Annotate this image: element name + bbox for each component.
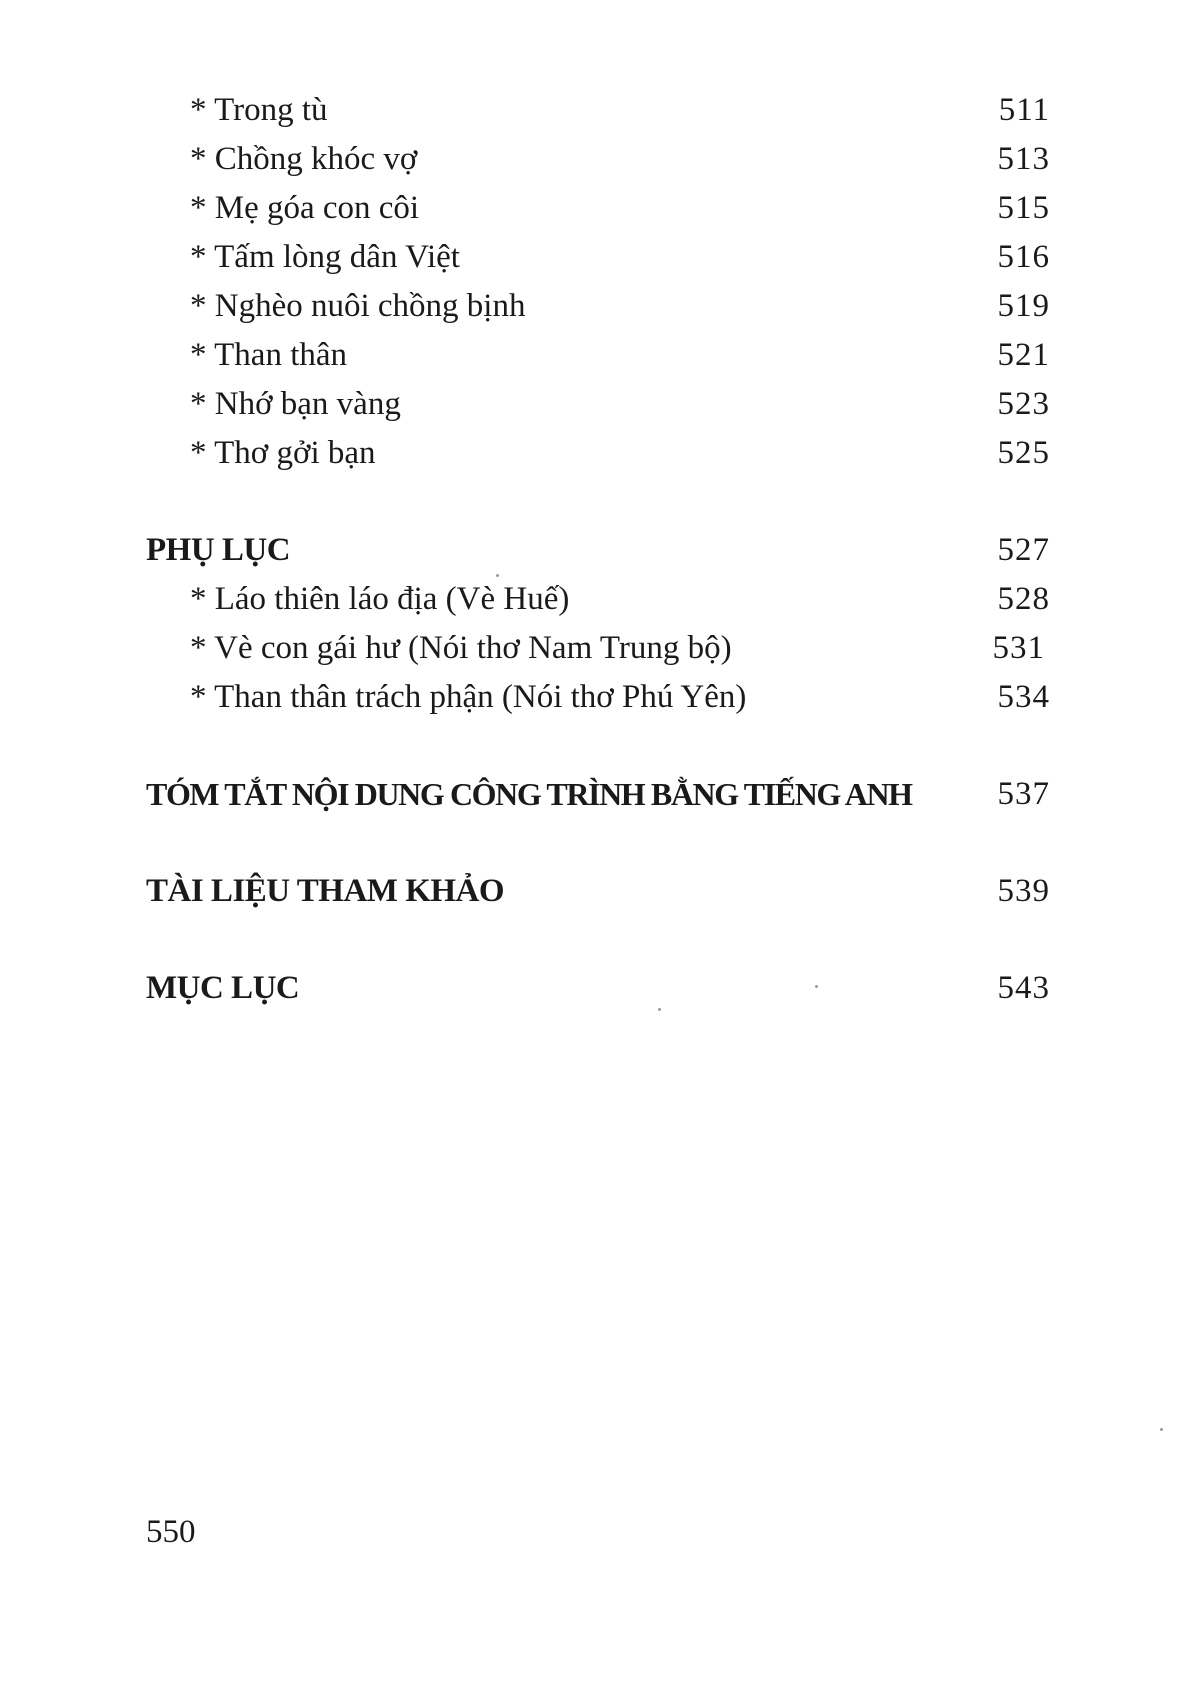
page-number: 550 — [146, 1514, 196, 1550]
toc-section-title: MỤC LỤC — [146, 970, 300, 1006]
toc-entry-title: * Vè con gái hư (Nói thơ Nam Trung bộ) — [190, 630, 732, 666]
toc-entry — [150, 626, 1050, 670]
toc-section-page: 537 — [997, 776, 1050, 812]
toc-entry — [150, 675, 1050, 719]
toc-entry-title: * Than thân — [190, 337, 348, 373]
toc-entry-title: * Than thân trách phận (Nói thơ Phú Yên) — [190, 679, 747, 715]
toc-entry-page: 511 — [998, 92, 1050, 128]
toc-entry — [150, 88, 1050, 132]
toc-entry-page: 516 — [997, 239, 1050, 275]
toc-section-page: 527 — [997, 532, 1050, 568]
toc-section-references — [146, 869, 1050, 913]
toc-entry — [150, 382, 1050, 426]
toc-section-title: TÀI LIỆU THAM KHẢO — [146, 873, 505, 909]
toc-entry-page: 525 — [997, 435, 1050, 471]
toc-entry-title: * Trong tù — [190, 92, 328, 128]
toc-entry-title: * Nghèo nuôi chồng bịnh — [190, 288, 526, 324]
toc-entry-title: * Tấm lòng dân Việt — [190, 239, 460, 275]
toc-entry-title: * Láo thiên láo địa (Vè Huế) — [190, 581, 570, 617]
toc-section-page: 539 — [997, 873, 1050, 909]
scan-speck — [658, 1008, 661, 1011]
toc-section-page: 543 — [997, 970, 1050, 1006]
toc-entry — [150, 333, 1050, 377]
toc-entry-page: 531 — [992, 630, 1045, 666]
toc-entry — [150, 137, 1050, 181]
toc-entry — [150, 577, 1050, 621]
toc-entry-page: 534 — [997, 679, 1050, 715]
toc-entry-page: 515 — [997, 190, 1050, 226]
toc-entry-title: * Mẹ góa con côi — [190, 190, 420, 226]
toc-section-summary — [146, 772, 1050, 816]
toc-section-contents — [146, 966, 1050, 1010]
scan-speck — [1160, 1428, 1163, 1431]
toc-section-phu-luc — [146, 528, 1050, 572]
toc-entry — [150, 431, 1050, 475]
toc-section-title: PHỤ LỤC — [146, 532, 291, 568]
scan-speck — [496, 574, 499, 577]
toc-entry — [150, 284, 1050, 328]
toc-entry-title: * Thơ gởi bạn — [190, 435, 376, 471]
scan-speck — [815, 985, 818, 988]
toc-entry-title: * Chồng khóc vợ — [190, 141, 418, 177]
toc-entry — [150, 235, 1050, 279]
toc-entry-page: 521 — [997, 337, 1050, 373]
toc-entry-page: 528 — [997, 581, 1050, 617]
toc-entry-page: 513 — [997, 141, 1050, 177]
toc-entry-title: * Nhớ bạn vàng — [190, 386, 401, 422]
toc-entry — [150, 186, 1050, 230]
toc-entry-page: 519 — [997, 288, 1050, 324]
toc-section-title: TÓM TẮT NỘI DUNG CÔNG TRÌNH BẰNG TIẾNG ANH — [146, 776, 912, 812]
toc-entry-page: 523 — [997, 386, 1050, 422]
